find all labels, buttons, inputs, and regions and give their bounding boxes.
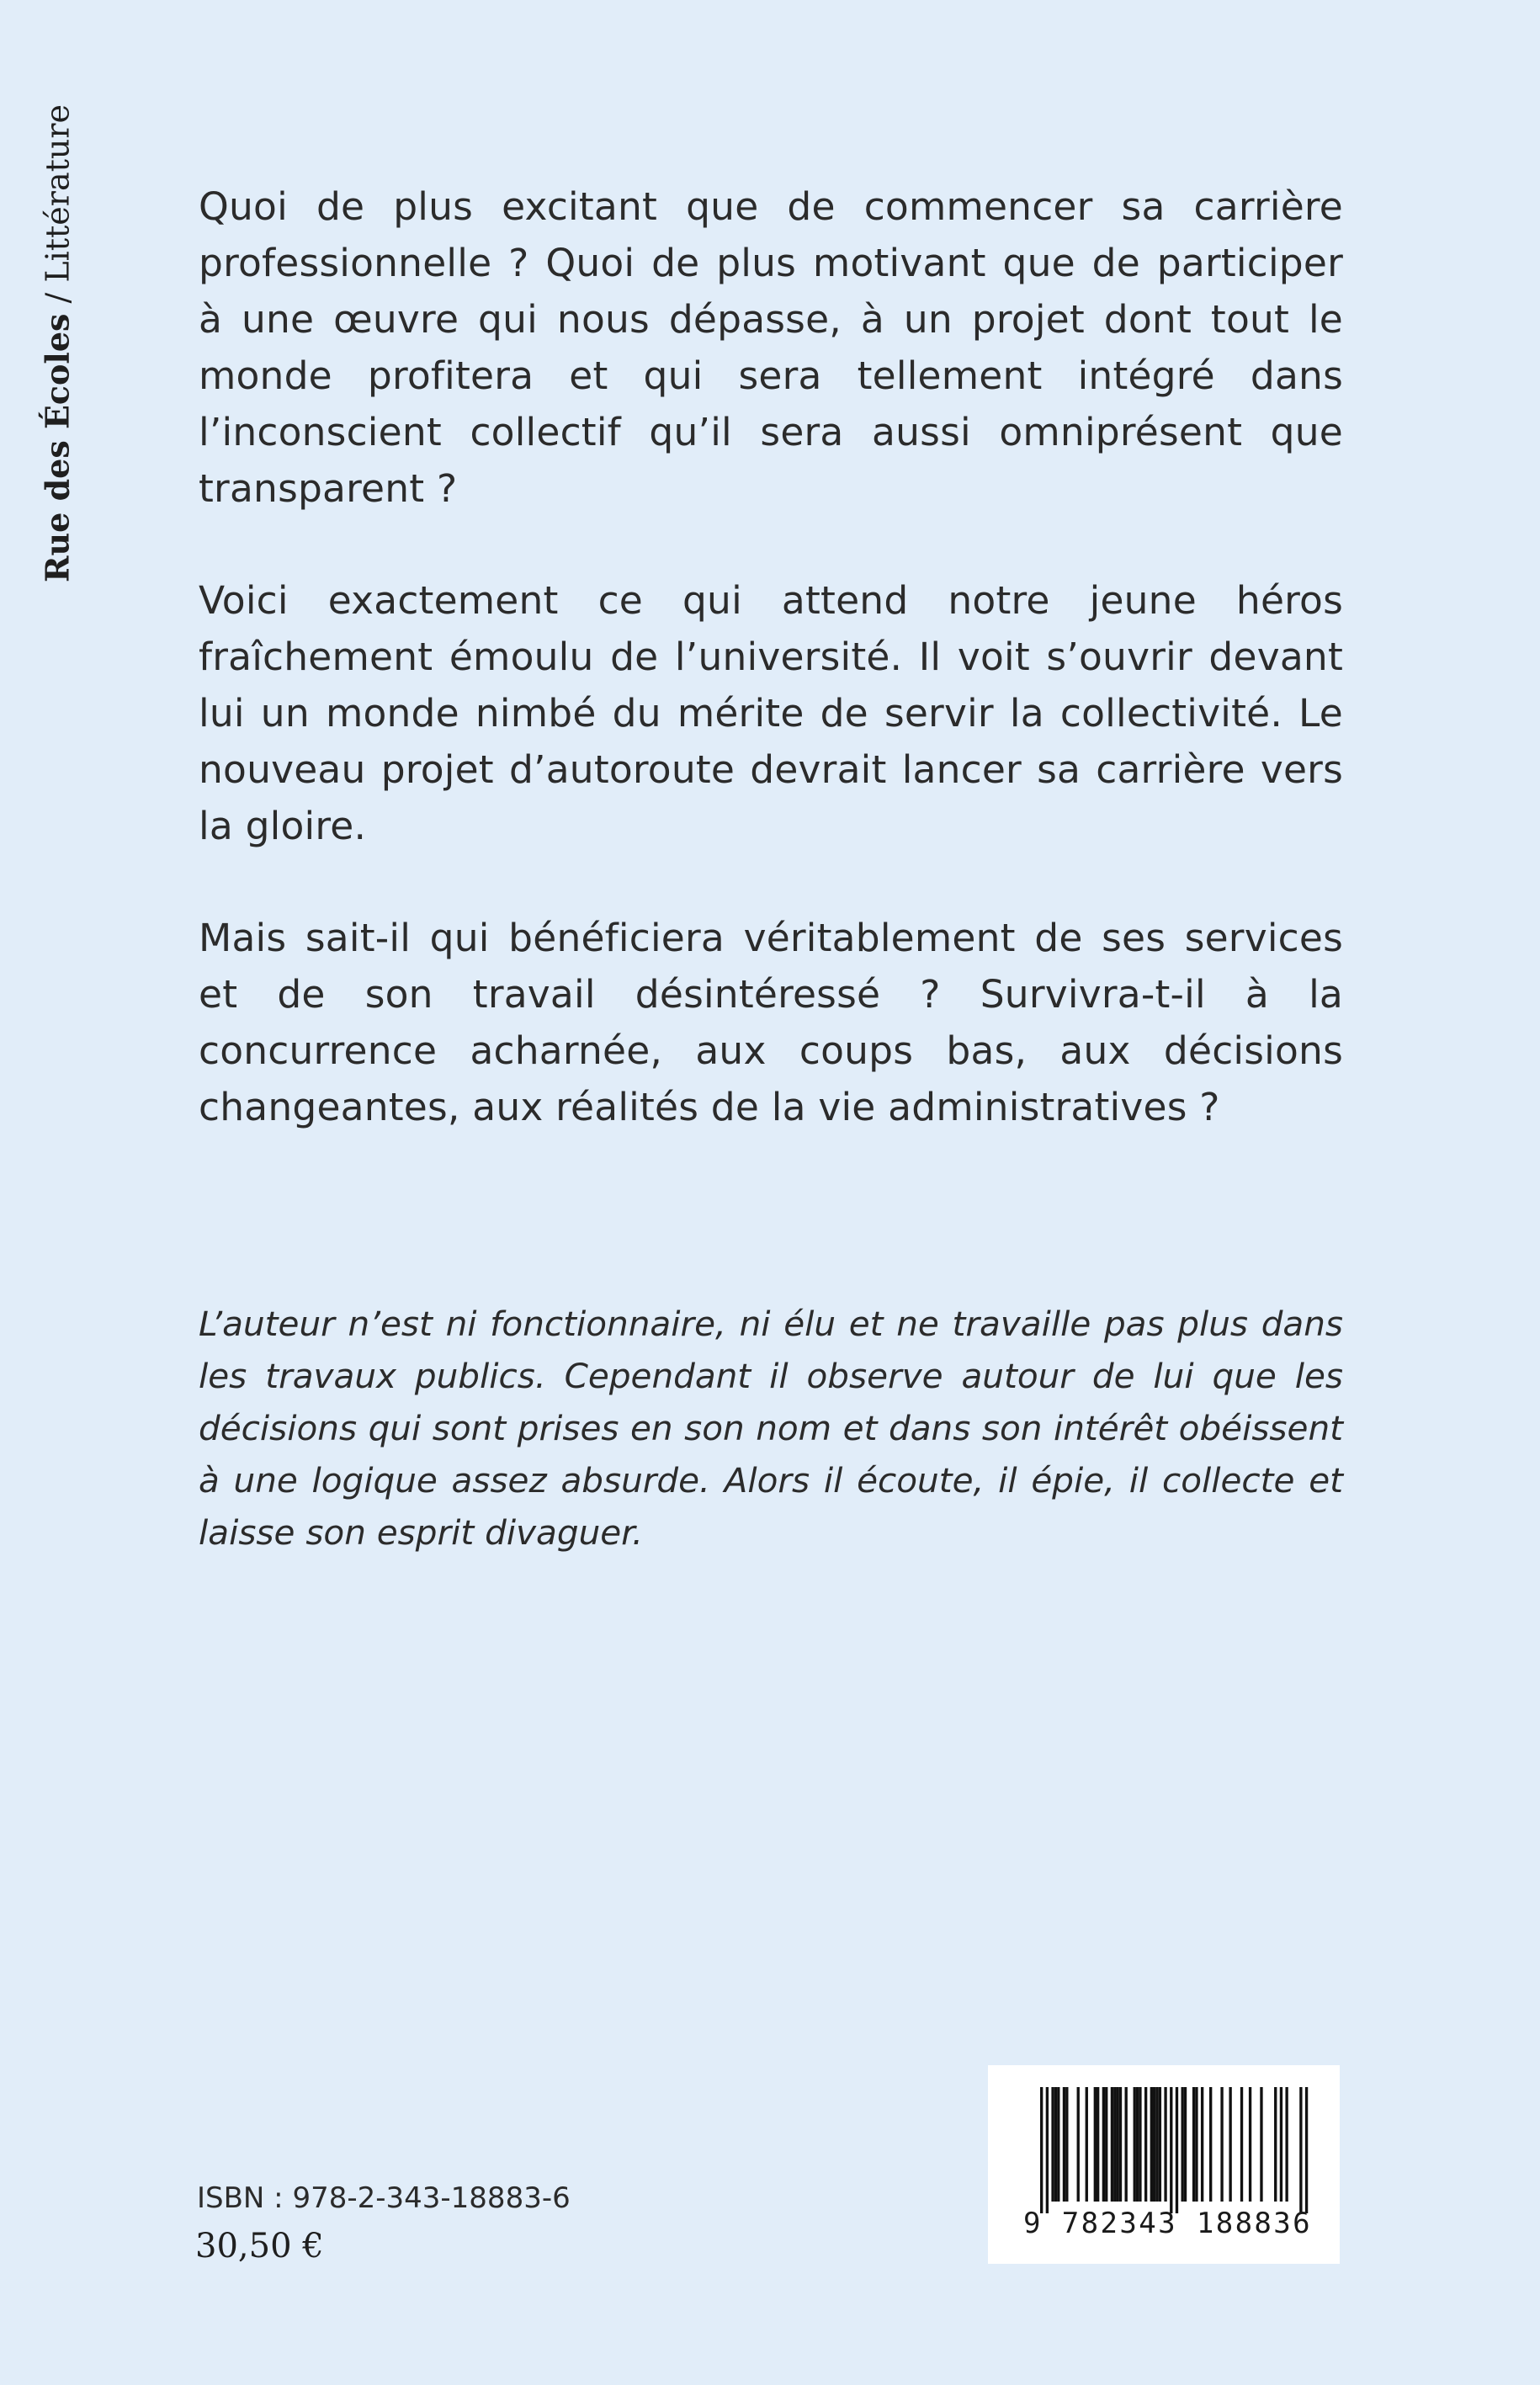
barcode-guard-bar <box>1299 2087 1302 2213</box>
barcode-bar <box>1249 2087 1251 2202</box>
barcode-bar <box>1209 2087 1212 2202</box>
barcode-bar <box>1195 2087 1197 2202</box>
barcode-bar <box>1105 2087 1107 2202</box>
barcode-bar <box>1116 2087 1118 2202</box>
barcode-bar <box>1229 2087 1231 2202</box>
barcode-guard-bar <box>1176 2087 1178 2213</box>
barcode-bar <box>1125 2087 1128 2202</box>
barcode-bar <box>1139 2087 1141 2202</box>
barcode-guard-bar <box>1170 2087 1172 2213</box>
barcode-bar <box>1153 2087 1155 2202</box>
barcode-bar <box>1192 2087 1195 2202</box>
author-note: L’auteur n’est ni fonctionnaire, ni élu et ne travaille pas plus dans les travaux publics. Cependant il observe autour de lui que les décisions qui sont prises en son nom et dans son intérêt obéissent à une logique assez absurde. Alors il écoute, il épie, il collecte et laisse son esprit divaguer. <box>199 1304 1343 1553</box>
barcode-bar <box>1111 2087 1113 2202</box>
barcode-bar <box>1077 2087 1080 2202</box>
barcode-bar <box>1094 2087 1097 2202</box>
barcode-bar <box>1057 2087 1059 2202</box>
barcode-bar <box>1134 2087 1136 2202</box>
barcode-bar <box>1201 2087 1203 2202</box>
barcode-bar <box>1097 2087 1099 2202</box>
barcode-bar <box>1240 2087 1243 2202</box>
blurb-paragraph-2: Voici exactement ce qui attend notre jeune héros fraîchement émoulu de l’université. Il voit s’ouvrir devant lui un monde nimbé du mérite de servir la collectivité. Le nouveau projet d’autoroute devrait lancer sa carrière vers la gloire. <box>199 578 1343 848</box>
barcode-bar <box>1144 2087 1147 2202</box>
barcode-bar <box>1086 2087 1088 2202</box>
barcode-bar <box>1274 2087 1277 2202</box>
barcode-bar <box>1051 2087 1054 2202</box>
barcode-bar <box>1220 2087 1223 2202</box>
barcode <box>988 2065 1340 2264</box>
barcode-digits: 9 782343 188836 <box>1023 2207 1313 2240</box>
isbn-label: ISBN : 978-2-343-18883-6 <box>197 2181 571 2215</box>
barcode-bar <box>1150 2087 1153 2202</box>
barcode-bar <box>1119 2087 1122 2202</box>
barcode-bar <box>1136 2087 1139 2202</box>
barcode-guard-bar <box>1046 2087 1049 2213</box>
barcode-bar <box>1102 2087 1105 2202</box>
barcode-guard-bar <box>1305 2087 1308 2213</box>
barcode-bar <box>1113 2087 1116 2202</box>
blurb-paragraph-1: Quoi de plus excitant que de commencer sa carrière professionnelle ? Quoi de plus motivant que de participer à une œuvre qui nous dépasse, à un projet dont tout le monde profitera et qui sera tellement intégré dans l’inconscient collectif qu’il sera aussi omniprésent que transparent ? <box>199 184 1343 511</box>
barcode-bar <box>1164 2087 1166 2202</box>
barcode-bar <box>1260 2087 1262 2202</box>
barcode-bar <box>1159 2087 1161 2202</box>
category-name: Littérature <box>39 104 77 283</box>
barcode-bar <box>1182 2087 1184 2202</box>
price-label: 30,50 € <box>195 2227 324 2265</box>
barcode-bar <box>1054 2087 1057 2202</box>
barcode-bar <box>1184 2087 1187 2202</box>
spine-label <box>35 99 79 587</box>
barcode-bar <box>1285 2087 1288 2202</box>
barcode-bar <box>1063 2087 1065 2202</box>
series-name: Rue des Écoles <box>38 313 77 583</box>
blurb-paragraph-3: Mais sait-il qui bénéficiera véritablement de ses services et de son travail désintéressé ? Survivra-t-il à la concurrence acharnée, aux coups bas, aux décisions changeantes, aux réalités de la vie administratives ? <box>199 916 1343 1129</box>
barcode-bar <box>1065 2087 1068 2202</box>
blurb <box>199 178 1343 1191</box>
barcode-guard-bar <box>1040 2087 1043 2213</box>
spine-text <box>39 104 77 582</box>
spine-separator: / <box>39 282 77 314</box>
barcode-bar <box>1155 2087 1158 2202</box>
barcode-bar <box>1280 2087 1282 2202</box>
